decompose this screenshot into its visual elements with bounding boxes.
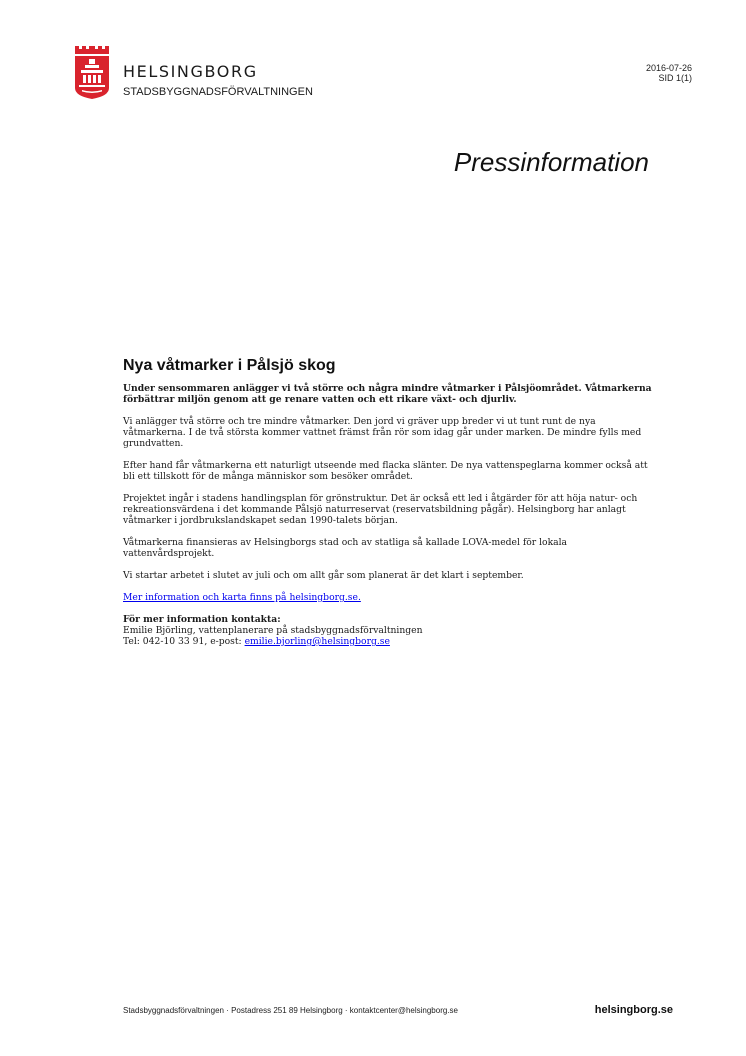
document-date: 2016-07-26 — [645, 63, 692, 73]
article-paragraph: Projektet ingår i stadens handlingsplan för grönstruktur. Det är också ett led i åtgärder för att höja natur- och rekreationsvärdena i det kommande Pålsjö naturreservat (reservatsbildning pågår). Helsingborg har anlagt våtmarker i jordbrukslandskapet sedan 1990-talets början. — [123, 493, 638, 526]
org-name: HELSINGBORG — [123, 62, 258, 81]
article-body — [123, 356, 653, 647]
more-info-link[interactable]: Mer information och karta finns på helsingborg.se. — [123, 592, 361, 603]
department-name: STADSBYGGNADSFÖRVALTNINGEN — [123, 86, 313, 98]
footer-website: helsingborg.se — [594, 1004, 673, 1016]
footer-address: Stadsbyggnadsförvaltningen · Postadress 251 89 Helsingborg · kontaktcenter@helsingborg.se — [123, 1006, 458, 1015]
article-paragraph: Efter hand får våtmarkerna ett naturligt utseende med flacka slänter. De nya vattenspeglarna kommer också att bli ett tillskott för de många människor som besöker området. — [123, 460, 648, 482]
contact-block — [123, 614, 653, 647]
article-paragraph: Vi anlägger två större och tre mindre våtmarker. Den jord vi gräver upp breder vi ut tunt runt de nya våtmarkerna. I de två största kommer vattnet främst från rör som idag går under marken. De mindre fylls med grundvatten. — [123, 416, 642, 449]
document-type-title: Pressinformation — [453, 147, 649, 177]
more-info-paragraph — [123, 592, 653, 603]
contact-email-link[interactable]: emilie.bjorling@helsingborg.se — [244, 636, 390, 647]
article-paragraph: Våtmarkerna finansieras av Helsingborgs stad och av statliga så kallade LOVA-medel för lokala vattenvårdsprojekt. — [123, 537, 568, 559]
document-meta — [646, 63, 692, 83]
page-number: SID 1(1) — [658, 73, 692, 83]
helsingborg-crest-logo — [74, 44, 110, 100]
contact-heading: För mer information kontakta: — [123, 614, 281, 625]
contact-name: Emilie Björling, vattenplanerare på stadsbyggnadsförvaltningen — [123, 625, 423, 636]
article-lead: Under sensommaren anlägger vi två större och några mindre våtmarker i Pålsjöområdet. Våtmarkerna förbättrar miljön genom att ge renare vatten och ett rikare växt- och djurliv. — [123, 383, 652, 405]
contact-phone-line — [123, 636, 653, 647]
contact-phone: Tel: 042-10 33 91, e-post: — [123, 636, 245, 647]
article-headline: Nya våtmarker i Pålsjö skog — [123, 357, 336, 374]
article-paragraph: Vi startar arbetet i slutet av juli och om allt går som planerat är det klart i september. — [123, 570, 524, 581]
